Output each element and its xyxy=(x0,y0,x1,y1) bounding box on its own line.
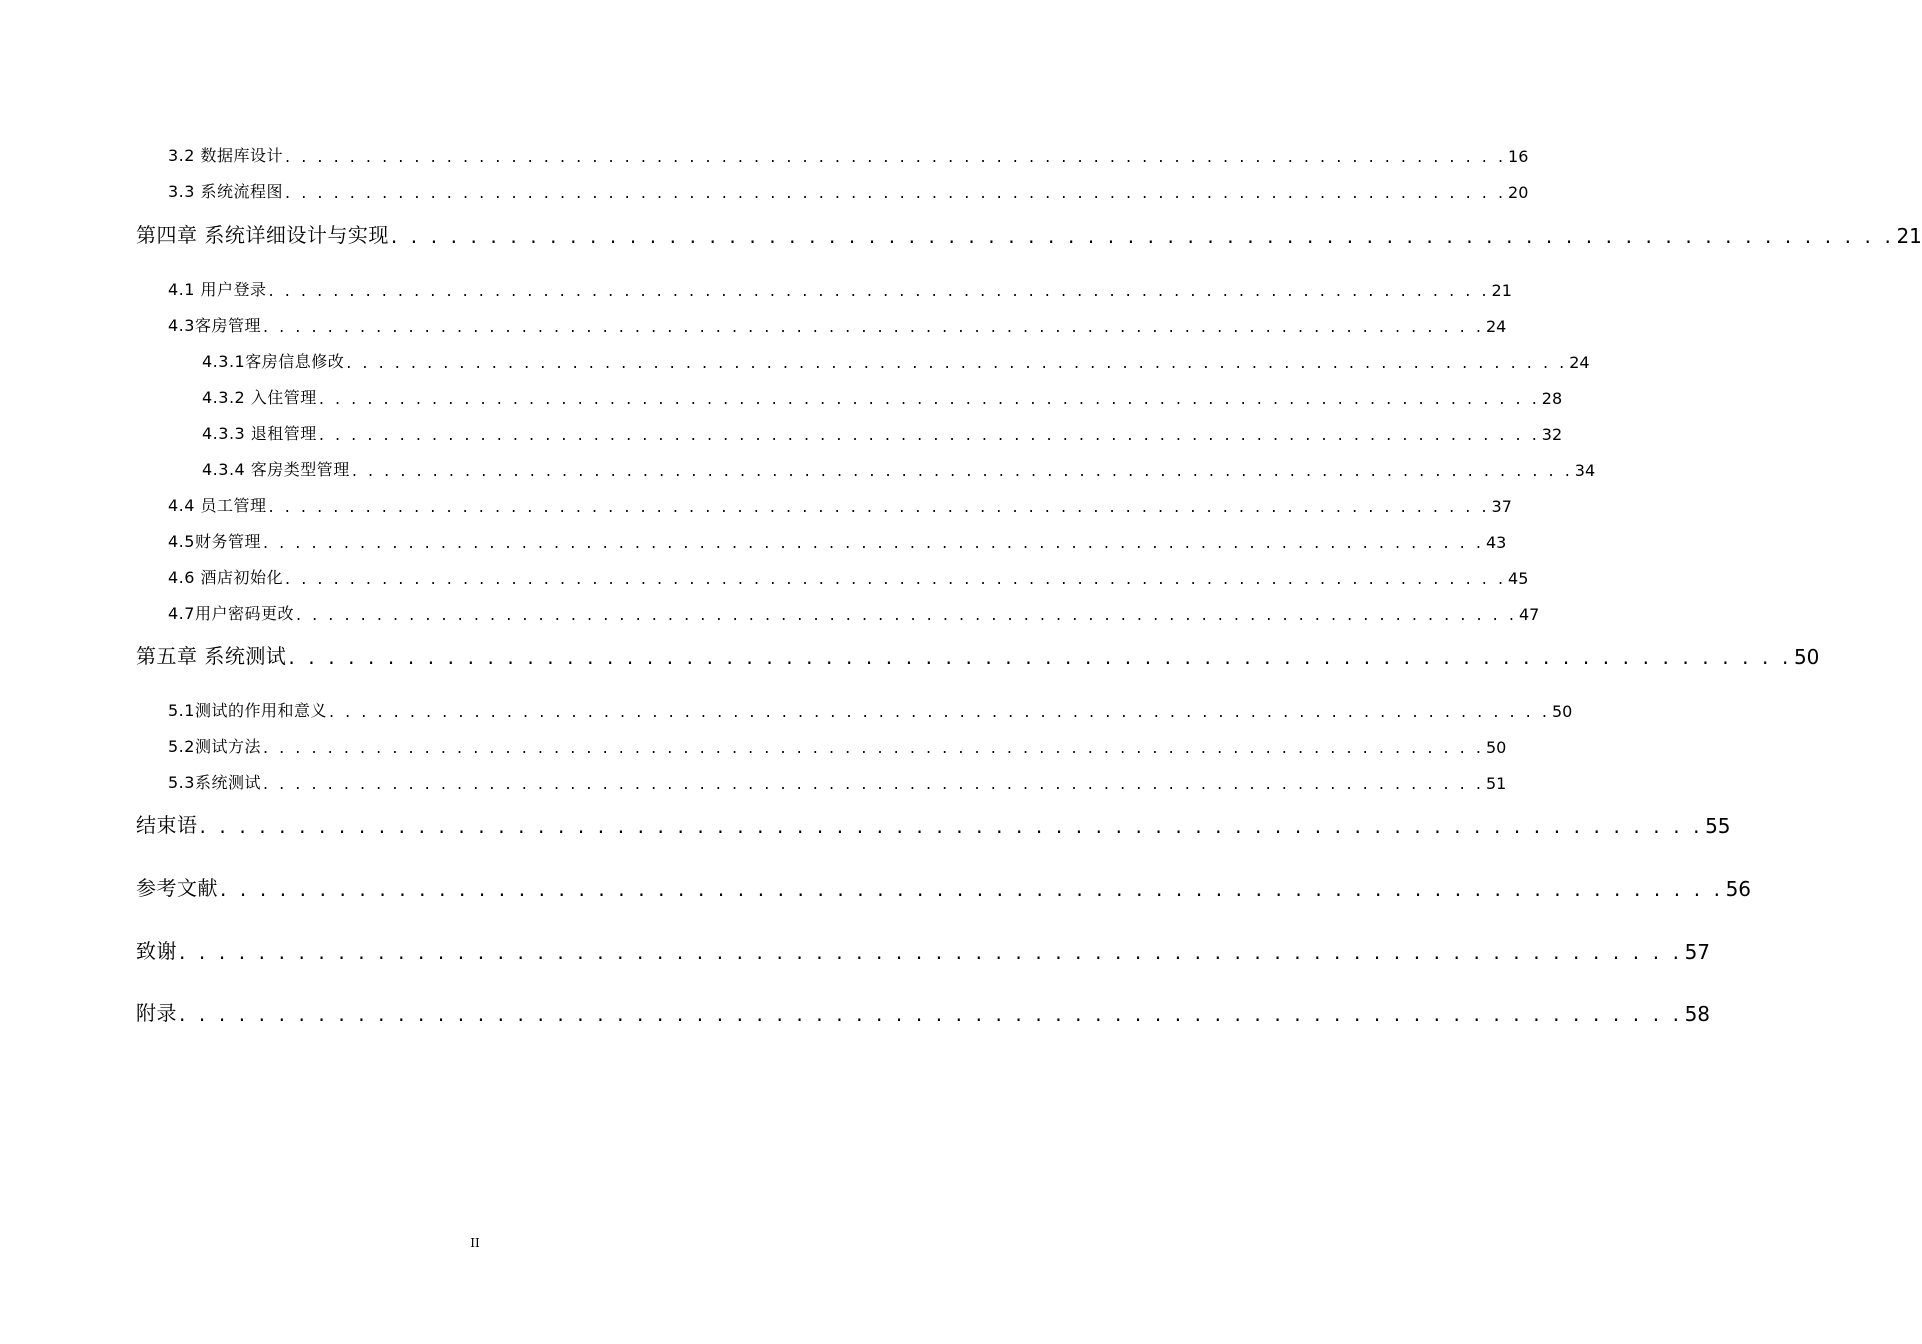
toc-entry[interactable] xyxy=(168,170,1529,202)
toc-leader: . . . . . . . . . . . . . . . . . . . . . . . . . . . . . . . . . . . . . . . . . . . . . . . . . . . . . . . . . . . . . . . . . . . . . . . . . . . . xyxy=(285,569,1507,588)
toc-entry-label: 4.3.3 退租管理 xyxy=(202,424,317,443)
toc-leader: . . . . . . . . . . . . . . . . . . . . . . . . . . . . . . . . . . . . . . . . . . . . . . . . . . . . . . . . . . . . . . . . . . . . . . . . . . . . xyxy=(179,1002,1683,1026)
toc-leader: . . . . . . . . . . . . . . . . . . . . . . . . . . . . . . . . . . . . . . . . . . . . . . . . . . . . . . . . . . . . . . . . . . . . . . . . . . . . xyxy=(295,605,1517,624)
toc-leader: . . . . . . . . . . . . . . . . . . . . . . . . . . . . . . . . . . . . . . . . . . . . . . . . . . . . . . . . . . . . . . . . . . . . . . . . . . . . xyxy=(268,497,1490,516)
toc-entry-label: 4.7用户密码更改 xyxy=(168,604,294,623)
toc-leader: . . . . . . . . . . . . . . . . . . . . . . . . . . . . . . . . . . . . . . . . . . . . . . . . . . . . . . . . . . . . . . . . . . . . . . . . . . . . xyxy=(179,940,1683,964)
toc-entry-label: 3.3 系统流程图 xyxy=(168,182,284,201)
toc-entry-label: 参考文献 xyxy=(136,876,218,900)
toc-entry-page: 55 xyxy=(1705,814,1731,838)
toc-leader: . . . . . . . . . . . . . . . . . . . . . . . . . . . . . . . . . . . . . . . . . . . . . . . . . . . . . . . . . . . . . . . . . . . . . . . . . . . . xyxy=(262,317,1484,336)
toc-entry[interactable] xyxy=(168,556,1529,588)
toc-leader: . . . . . . . . . . . . . . . . . . . . . . . . . . . . . . . . . . . . . . . . . . . . . . . . . . . . . . . . . . . . . . . . . . . . . . . . . . . . xyxy=(285,147,1507,166)
toc-entry-page: 50 xyxy=(1485,738,1507,757)
toc-entry-label: 4.3.1客房信息修改 xyxy=(202,352,345,371)
toc-entry-label: 第四章 系统详细设计与实现 xyxy=(136,223,389,247)
toc-leader: . . . . . . . . . . . . . . . . . . . . . . . . . . . . . . . . . . . . . . . . . . . . . . . . . . . . . . . . . . . . . . . . . . . . . . . . . . . . xyxy=(288,645,1792,669)
toc-chapter-entry[interactable] xyxy=(136,869,1752,901)
toc-entry-page: 51 xyxy=(1485,774,1507,793)
toc-entry-page: 34 xyxy=(1574,461,1596,480)
toc-entry-label: 4.4 员工管理 xyxy=(168,496,267,515)
toc-leader: . . . . . . . . . . . . . . . . . . . . . . . . . . . . . . . . . . . . . . . . . . . . . . . . . . . . . . . . . . . . . . . . . . . . . . . . . . . . xyxy=(199,814,1704,838)
toc-chapter-entry[interactable] xyxy=(136,637,1820,669)
toc-entry-page: 47 xyxy=(1518,605,1540,624)
toc-leader: . . . . . . . . . . . . . . . . . . . . . . . . . . . . . . . . . . . . . . . . . . . . . . . . . . . . . . . . . . . . . . . . . . . . . . . . . . . . xyxy=(262,533,1484,552)
toc-chapter-entry[interactable] xyxy=(136,994,1711,1026)
toc-entry-label: 4.3.2 入住管理 xyxy=(202,388,317,407)
toc-entry[interactable] xyxy=(168,592,1540,624)
toc-leader: . . . . . . . . . . . . . . . . . . . . . . . . . . . . . . . . . . . . . . . . . . . . . . . . . . . . . . . . . . . . . . . . . . . . . . . . . . . . xyxy=(346,353,1568,372)
toc-entry-label: 第五章 系统测试 xyxy=(136,644,287,668)
toc-entry-page: 50 xyxy=(1551,702,1573,721)
toc-entry-page: 16 xyxy=(1508,147,1529,166)
toc-entry-page: 58 xyxy=(1684,1002,1711,1026)
toc-entry-page: 20 xyxy=(1508,183,1529,202)
toc-entry-page: 45 xyxy=(1508,569,1529,588)
toc-leader: . . . . . . . . . . . . . . . . . . . . . . . . . . . . . . . . . . . . . . . . . . . . . . . . . . . . . . . . . . . . . . . . . . . . . . . . . . . . xyxy=(318,425,1540,444)
toc-chapter-entry[interactable] xyxy=(136,932,1711,964)
toc-entry-page: 21 xyxy=(1491,281,1512,300)
toc-entry[interactable] xyxy=(168,268,1512,300)
toc-entry-label: 5.1测试的作用和意义 xyxy=(168,701,327,720)
toc-entry[interactable] xyxy=(168,484,1512,516)
toc-leader: . . . . . . . . . . . . . . . . . . . . . . . . . . . . . . . . . . . . . . . . . . . . . . . . . . . . . . . . . . . . . . . . . . . . . . . . . . . . xyxy=(220,877,1724,901)
toc-entry-page: 21 xyxy=(1896,224,1922,248)
toc-chapter-entry[interactable] xyxy=(136,216,1922,248)
toc-entry-page: 50 xyxy=(1793,645,1820,669)
toc-leader: . . . . . . . . . . . . . . . . . . . . . . . . . . . . . . . . . . . . . . . . . . . . . . . . . . . . . . . . . . . . . . . . . . . . . . . . . . . . xyxy=(262,774,1484,793)
toc-entry-label: 4.6 酒店初始化 xyxy=(168,568,284,587)
toc-entry[interactable] xyxy=(168,761,1507,793)
toc-entry-label: 5.2测试方法 xyxy=(168,737,261,756)
toc-entry[interactable] xyxy=(168,304,1507,336)
toc-chapter-entry[interactable] xyxy=(136,806,1731,838)
toc-entry-label: 结束语 xyxy=(136,813,198,837)
page-number: II xyxy=(470,1236,480,1250)
toc-entry[interactable] xyxy=(168,134,1529,166)
toc-entry-page: 24 xyxy=(1569,353,1590,372)
toc-leader: . . . . . . . . . . . . . . . . . . . . . . . . . . . . . . . . . . . . . . . . . . . . . . . . . . . . . . . . . . . . . . . . . . . . . . . . . . . . xyxy=(262,738,1484,757)
toc-entry[interactable] xyxy=(202,340,1590,372)
toc-leader: . . . . . . . . . . . . . . . . . . . . . . . . . . . . . . . . . . . . . . . . . . . . . . . . . . . . . . . . . . . . . . . . . . . . . . . . . . . . xyxy=(351,461,1573,480)
toc-entry-label: 4.3客房管理 xyxy=(168,316,261,335)
toc-entry-label: 附录 xyxy=(136,1001,177,1025)
toc-leader: . . . . . . . . . . . . . . . . . . . . . . . . . . . . . . . . . . . . . . . . . . . . . . . . . . . . . . . . . . . . . . . . . . . . . . . . . . . . xyxy=(390,224,1895,248)
toc-entry-page: 43 xyxy=(1485,533,1507,552)
toc-entry[interactable] xyxy=(168,689,1573,721)
toc-entry-page: 56 xyxy=(1725,877,1752,901)
toc-leader: . . . . . . . . . . . . . . . . . . . . . . . . . . . . . . . . . . . . . . . . . . . . . . . . . . . . . . . . . . . . . . . . . . . . . . . . . . . . xyxy=(285,183,1507,202)
toc-entry-page: 32 xyxy=(1541,425,1563,444)
toc-entry[interactable] xyxy=(202,412,1563,444)
toc-entry[interactable] xyxy=(202,448,1596,480)
toc-entry-page: 37 xyxy=(1491,497,1512,516)
toc-entry-label: 5.3系统测试 xyxy=(168,773,261,792)
toc-entry-page: 57 xyxy=(1684,940,1711,964)
toc-entry-label: 4.5财务管理 xyxy=(168,532,261,551)
toc-entry-label: 致谢 xyxy=(136,939,177,963)
toc-entry-label: 4.1 用户登录 xyxy=(168,280,267,299)
toc-leader: . . . . . . . . . . . . . . . . . . . . . . . . . . . . . . . . . . . . . . . . . . . . . . . . . . . . . . . . . . . . . . . . . . . . . . . . . . . . xyxy=(328,702,1550,721)
toc-leader: . . . . . . . . . . . . . . . . . . . . . . . . . . . . . . . . . . . . . . . . . . . . . . . . . . . . . . . . . . . . . . . . . . . . . . . . . . . . xyxy=(268,281,1490,300)
toc-entry-label: 4.3.4 客房类型管理 xyxy=(202,460,350,479)
toc-entry[interactable] xyxy=(168,725,1507,757)
toc-leader: . . . . . . . . . . . . . . . . . . . . . . . . . . . . . . . . . . . . . . . . . . . . . . . . . . . . . . . . . . . . . . . . . . . . . . . . . . . . xyxy=(318,389,1540,408)
toc-entry-page: 28 xyxy=(1541,389,1563,408)
toc-entry[interactable] xyxy=(202,376,1563,408)
toc-entry-page: 24 xyxy=(1485,317,1507,336)
toc-entry-label: 3.2 数据库设计 xyxy=(168,146,284,165)
toc-entry[interactable] xyxy=(168,520,1507,552)
